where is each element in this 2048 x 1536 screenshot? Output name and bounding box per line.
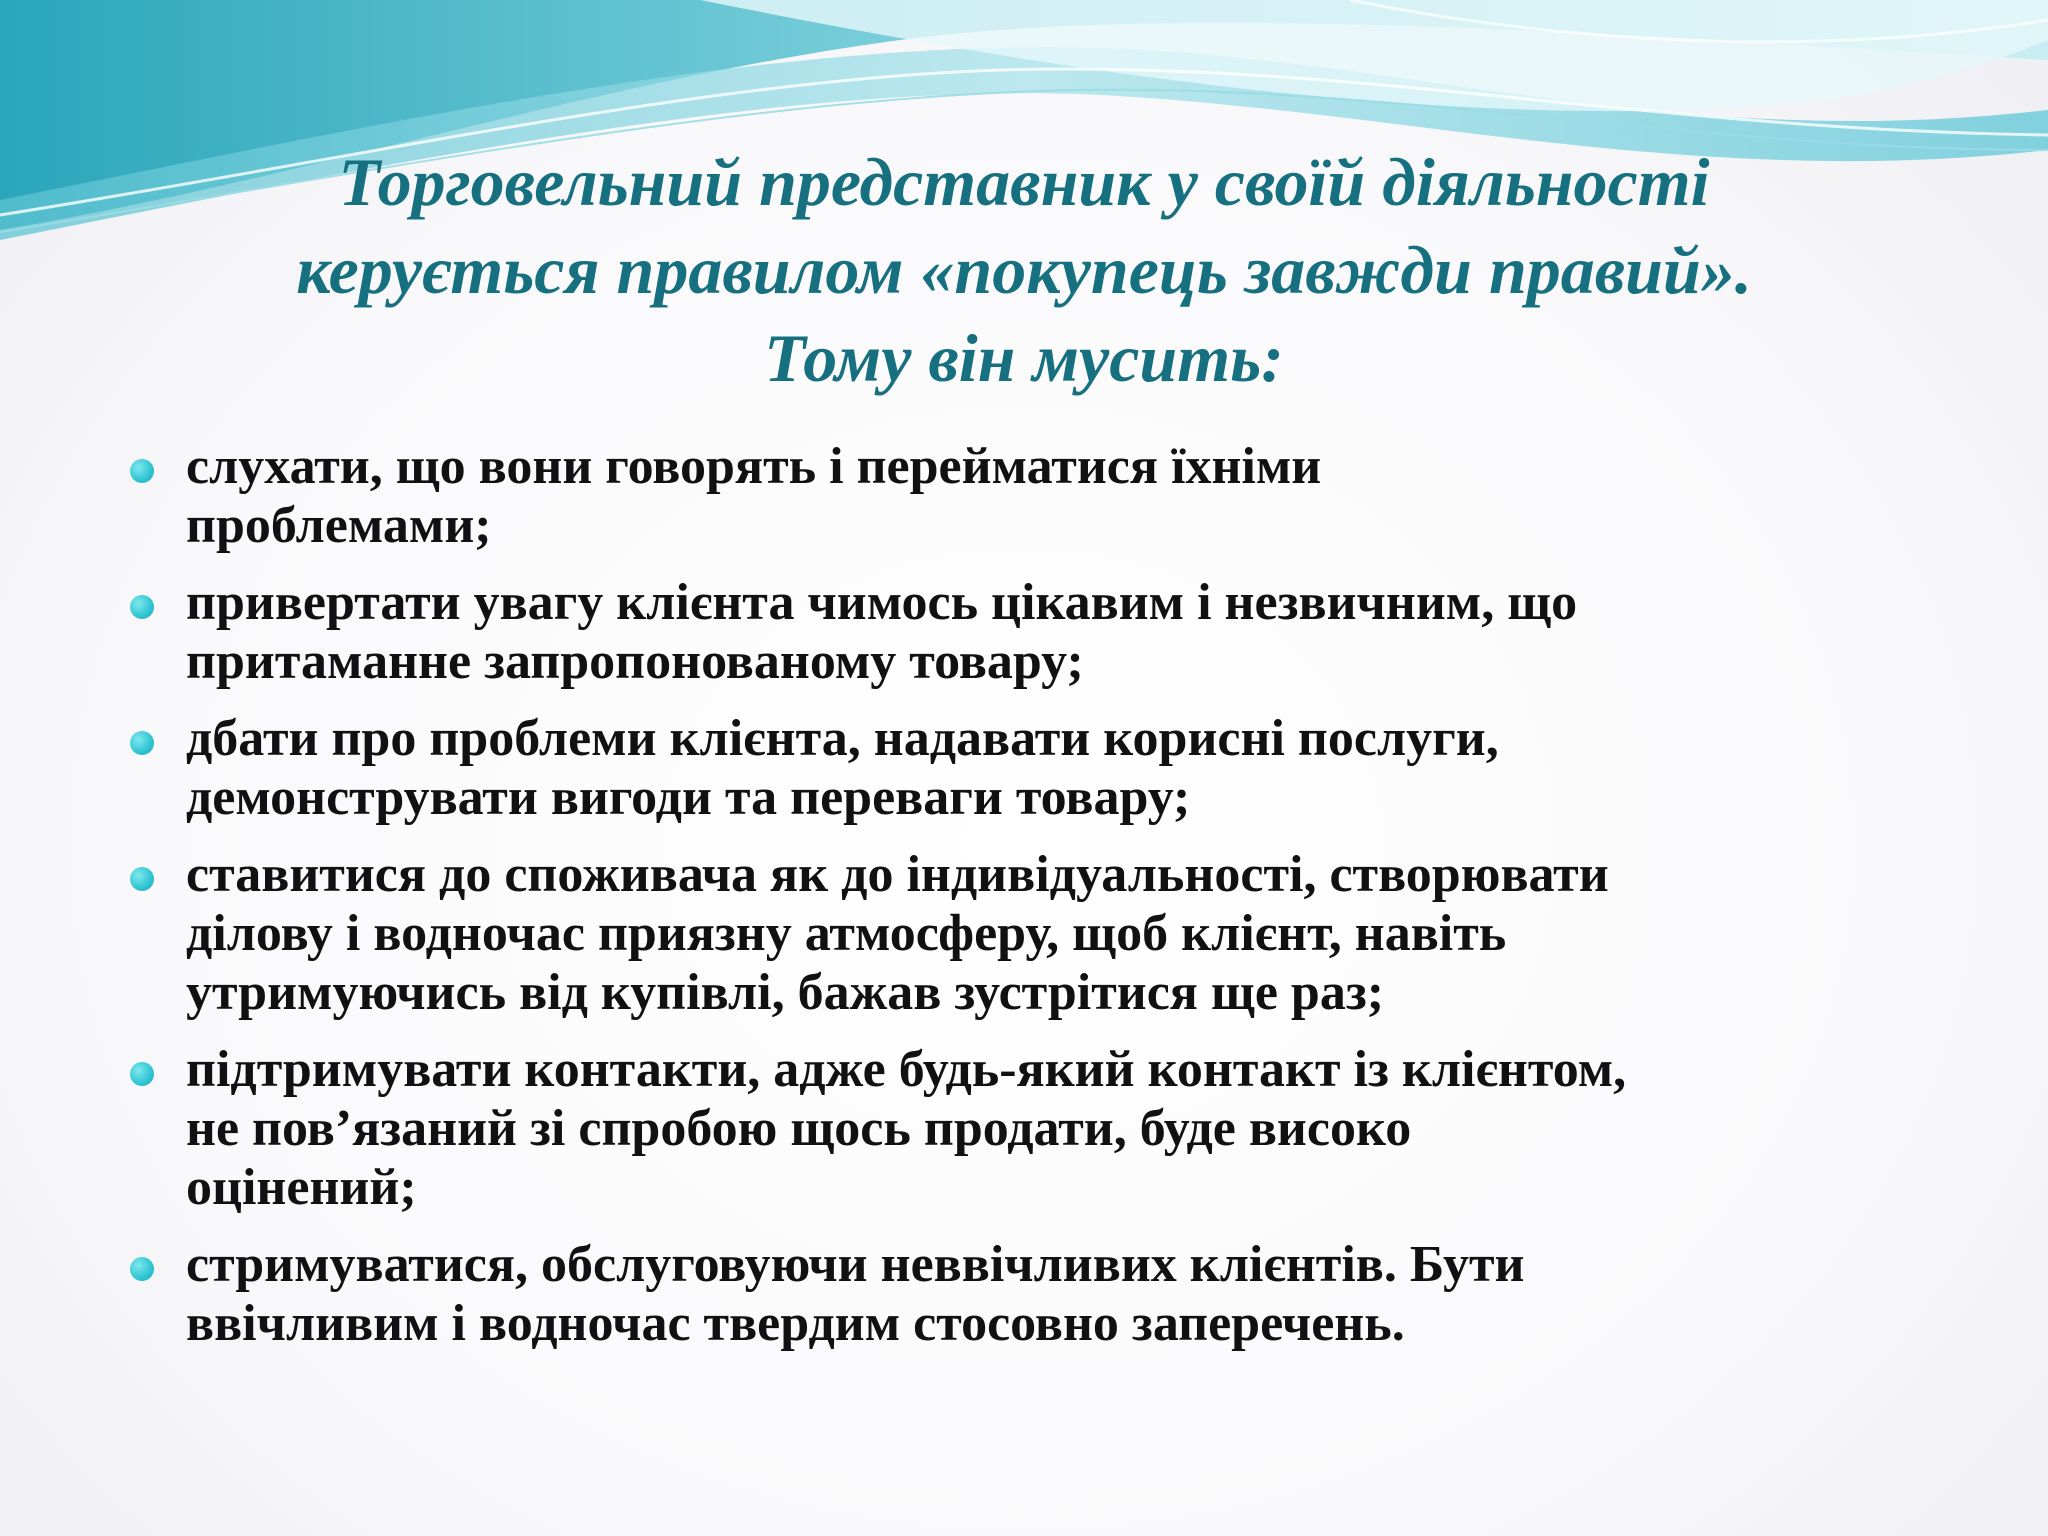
slide-title <box>120 138 1928 402</box>
bullet-item <box>130 1235 1950 1353</box>
bullet-item <box>130 1040 1950 1217</box>
bullet-dot-icon <box>130 459 154 483</box>
bullet-item <box>130 573 1950 691</box>
bullet-text-line: демонструвати вигоди та переваги товару; <box>186 769 1191 826</box>
bullet-list <box>130 437 1950 1371</box>
bullet-text-line: дбати про проблеми клієнта, надавати корисні послуги, <box>186 710 1499 767</box>
bullet-dot-icon <box>130 867 154 891</box>
bullet-text-line: стримуватися, обслуговуючи неввічливих клієнтів. Бути <box>186 1236 1525 1293</box>
bullet-text-line: привертати увагу клієнта чимось цікавим і незвичним, що <box>186 574 1578 631</box>
bullet-text-line: ставитися до споживача як до індивідуальності, створювати <box>186 846 1609 903</box>
bullet-item <box>130 709 1950 827</box>
bullet-text-line: слухати, що вони говорять і перейматися їхніми <box>186 438 1322 495</box>
title-line-3: Тому він мусить: <box>764 320 1284 396</box>
bullet-dot-icon <box>130 1062 154 1086</box>
bullet-text-line: не пов’язаний зі спробою щось продати, буде високо <box>186 1100 1412 1157</box>
bullet-text-line: ділову і водночас приязну атмосферу, щоб клієнт, навіть <box>186 905 1507 962</box>
bullet-dot-icon <box>130 1257 154 1281</box>
bullet-item <box>130 845 1950 1022</box>
bullet-text-line: проблемами; <box>186 497 492 554</box>
bullet-text-line: притаманне запропонованому товару; <box>186 633 1084 690</box>
bullet-dot-icon <box>130 731 154 755</box>
title-line-2: керується правилом «покупець завжди правий». <box>296 232 1752 308</box>
bullet-item <box>130 437 1950 555</box>
bullet-text-line: підтримувати контакти, адже будь-який контакт із клієнтом, <box>186 1041 1627 1098</box>
title-line-1: Торговельний представник у своїй діяльності <box>338 144 1710 220</box>
bullet-text-line: ввічливим і водночас твердим стосовно заперечень. <box>186 1295 1405 1352</box>
bullet-text-line: утримуючись від купівлі, бажав зустрітися ще раз; <box>186 964 1385 1021</box>
bullet-text-line: оцінений; <box>186 1159 417 1216</box>
bullet-dot-icon <box>130 595 154 619</box>
